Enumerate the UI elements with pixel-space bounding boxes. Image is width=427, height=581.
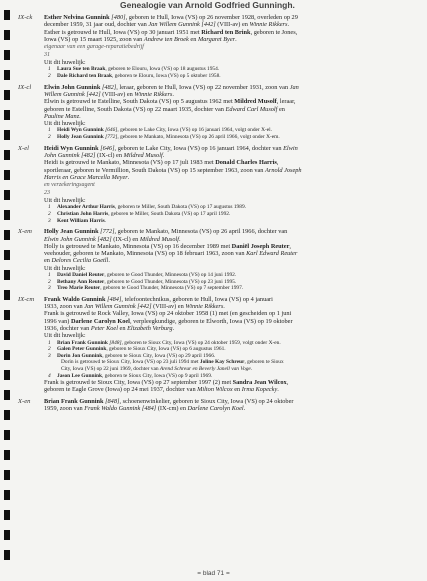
binding-hole [4,190,10,200]
entry-text: , geboren te Elouru, Iowa (VS) op 5 oktober 1958. [111,73,221,80]
entry-text: , [286,379,289,387]
person-name: Richard ten Brink [201,28,251,36]
person-name: Treo Marie Reuter [57,285,101,292]
entry-text: , [289,242,291,250]
binding-hole [4,470,10,480]
entry-line [44,325,418,332]
reference-text: Milton Wilcox [197,386,233,394]
entry-line [44,243,418,250]
person-name: Christian John Harris [57,211,109,218]
entry-text: , geboren te Jones, [250,28,298,36]
reference-text: Willem Gunnink [442] [44,90,101,98]
child-item [48,346,418,353]
entry-text: (IX-cl) en [95,151,124,159]
entry-text: . [108,257,110,265]
page-header: Genealogie van Arnold Godfried Gunningh. [120,0,295,10]
person-name: Jason Lee Gunnink [57,372,102,379]
entry-text: en [188,35,198,43]
children-list [44,127,418,140]
reference-text: Frank Waldo Gunnink [484] [84,405,157,412]
child-item [48,272,418,279]
entry-text: (VIII-av) en [151,303,186,311]
reference-text: Winnie Rikkers [249,21,288,29]
reference-text: [482] [101,83,117,91]
binding-hole [4,390,10,400]
entry-line [44,250,418,257]
reference-text: Elizabeth Verburg [127,324,173,332]
person-name: Joline Kay Schreur [199,359,245,366]
person-name: Heidi Wyn Gunnink [44,144,99,152]
binding-hole [4,250,10,260]
child-number: 1 [48,66,51,73]
entry-line [44,159,418,166]
generation-code: X-en [18,397,31,405]
reference-text: Karl Edward Reuter [246,250,298,258]
entry-text: , leraar, [276,98,296,106]
entry-text: 1936, dochter van [44,324,91,332]
entry-line [44,98,418,105]
entry-text: Uit dit huwelijk: [44,59,86,67]
child-item [48,366,418,373]
person-name: Alexander Arthur Harris [57,204,115,211]
generation-code: X-el [18,144,29,152]
reference-text: Mildred Musolf [123,151,163,159]
person-name: Elwin John Gunnink [44,83,101,91]
entry-text: . [162,151,165,159]
entry-line [44,152,418,159]
entry-text: en [44,257,52,265]
generation-code: IX-cl [18,83,32,91]
entry-text: . [127,173,130,181]
reference-text: Pauline Manz [44,112,80,120]
entry-line [44,318,418,325]
reference-text: [848] [109,339,122,346]
child-number: 1 [48,339,51,346]
entry-line [44,174,418,181]
entry-line [44,189,418,197]
entry-text: , geboren te Sioux City, Iowa (VS) op 6 augustus 1961. [106,346,226,353]
binding-hole [4,130,10,140]
reference-text: Arnold Joseph [265,166,302,174]
entry-text: (VIII-av) en [100,90,135,98]
binding-hole [4,450,10,460]
entry-text: Uit dit huwelijk: [44,120,86,128]
entry-text: en [117,324,128,332]
entry-text: , geboren te Mankato, Minnesota (VS) op 26 april 1966, volgt onder X-em. [117,134,280,141]
reference-text: [772] [100,228,115,236]
child-number: 4 [48,372,51,379]
child-item [48,73,418,80]
entry-text: Heidi is getrouwd te Mankato, Minnesota (VS) op 17 juli 1983 met [44,159,216,167]
person-name: Mildred Musolf [234,98,277,106]
entry-text: geboren te Eagle Grove (Iowa) op 24 mei 1937, dochter van [44,386,198,394]
genealogy-entry [18,228,418,292]
reference-text: Jan Willem Gunnink [442] [84,303,152,311]
person-name: Dale Richard ten Braak [57,73,112,80]
entry-text: City, Iowa (VS) op 22 juni 1969, dochter van [61,365,160,372]
child-item [48,211,418,218]
entry-line [44,91,418,98]
handwritten-note: 23 [44,190,50,197]
reference-text: Irma Kopecky [241,386,278,394]
reference-text: [646] [100,144,115,152]
genealogy-content [18,14,418,416]
children-list [44,204,418,224]
reference-text: Arend Schreur en Beverly Janell van Voge [159,365,251,372]
entry-text: , telefoontechnikus, geboren te Hull, Iowa (VS) op 4 januari [121,295,273,303]
binding-hole [4,170,10,180]
child-number: 2 [48,278,51,285]
entry-text: 1959, zoon van [44,405,85,412]
entry-line [44,310,418,317]
reference-text: John Gunnink [482] [44,151,96,159]
genealogy-entry [18,296,418,394]
entry-text: december 1959, 31 jaar oud, dochter van [44,21,149,29]
person-name: Bethany Ann Reuter [57,278,105,285]
reference-text: Jan Willem Gunnink [442] [148,21,216,29]
entry-text: , geboren te Mankato, Minnesota (VS) op 26 april 1966, dochter van [114,228,288,236]
entry-text: . [287,21,290,29]
entry-text: 1933, zoon van [44,303,85,311]
binding-hole [4,50,10,60]
reference-text: Peter Koel [90,324,118,332]
binding-hole [4,290,10,300]
binding-hole [4,430,10,440]
child-number: 1 [48,127,51,134]
person-name: Donald Charles Harris [215,159,277,167]
entry-line [44,296,418,303]
reference-text: Harris en Grace Marcella Meyer [44,173,128,181]
entry-text: Holly is getrouwd te Mankato, Minnesota (VS) op 16 december 1989 met [44,242,232,250]
entry-text: . [172,90,174,98]
page-footer: = blad 71 = [197,570,230,577]
entry-line [44,303,418,310]
handwritten-note: en verzekeringsagent [44,182,95,189]
entry-text: . [235,35,237,43]
genealogy-entry [18,145,418,225]
entry-line [44,36,418,43]
reference-text: Winnie Rikkers [185,303,224,311]
entry-line [44,386,418,393]
entry-line [44,236,418,243]
entry-text: Esther is getrouwd te Hull, Iowa (VS) op 30 januari 1951 met [44,28,202,36]
entry-text: , geboren te Sioux City, Iowa (VS) op 24 oktober 1959, volgt onder X-en. [121,339,281,346]
entry-text: . [178,235,181,243]
entry-text: , geboren te Miller, South Dakota (VS) op 17 april 1992. [108,211,231,218]
entry-text: , geboren te Hull, Iowa (VS) op 26 november 1928, overleden op 29 [125,14,298,21]
generation-code: IX-ck [18,14,33,21]
entry-line [44,106,418,113]
person-name: Brian Frank Gunnink [57,339,108,346]
child-item [48,373,418,380]
entry-text: (VIII-av) en [215,21,250,29]
reference-text: Elwin [283,144,298,152]
child-number: 2 [48,134,51,141]
entry-text: Uit dit huwelijk: [44,332,86,340]
entry-text: Frank is getrouwd te Rock Valley, Iowa (VS) op 24 oktober 1958 (1) met (en gescheiden op 1 juni [44,310,292,318]
entry-text: Uit dit huwelijk: [44,197,86,205]
entry-text: . [79,112,81,120]
person-name: Brian Frank Gunnink [44,397,104,405]
entry-text: , geboren te Sioux City, Iowa (VS) op 29 april 1966. [102,352,216,359]
entry-line [44,14,418,21]
binding-hole [4,550,10,560]
entry-text: Dorin is getrouwd te Sioux City, Iowa (VS) op 23 juli 1994 met [61,359,200,366]
entry-line [44,257,418,264]
entry-text: , leraar, geboren te Hull, Iowa (VS) op 22 november 1931, zoon van [116,83,290,91]
child-number: 2 [48,73,51,80]
binding-hole [4,490,10,500]
children-list [44,66,418,79]
entry-text: . [250,365,253,372]
entry-text: Iowa (VS) op 15 maart 1925, zoon van [44,35,144,43]
children-list [44,272,418,292]
reference-text: Darlene Carolyn Koel [187,405,244,412]
person-name: Darlene Carolyn Koel [70,317,130,325]
person-name: Frank Waldo Gunnink [44,295,106,303]
binding-hole [4,70,10,80]
entry-text: , geboren te Good Thunder, Minnesota (VS) op 14 juni 1992. [104,271,237,278]
reference-text: Mildred Musolf [139,235,179,243]
binding-hole [4,150,10,160]
entry-text: . [243,405,246,412]
binding-hole [4,210,10,220]
child-item [48,218,418,225]
entry-line [44,228,418,235]
reference-text: Delores Cecilia Goetll [51,257,109,265]
genealogy-entry [18,14,418,80]
entry-text: Frank is getrouwd te Sioux City, Iowa (VS) op 27 september 1997 (2) met [44,379,233,387]
binding-hole [4,330,10,340]
entry-text: (IX-cm) en [156,405,188,412]
entry-line [44,84,418,91]
binding-hole [4,410,10,420]
binding-hole [4,90,10,100]
binding-hole [4,350,10,360]
binding-hole [4,30,10,40]
entry-line [44,405,418,412]
reference-text: [484] [107,295,122,303]
person-name: Heidi Wyn Gunnink [57,127,104,134]
reference-text: [646] [105,127,118,134]
person-name: Holly Jean Gunnink [57,134,104,141]
reference-text: Jan [289,83,299,91]
person-name: Sandra Jean Wilcox [232,379,287,387]
binding-hole [4,110,10,120]
generation-code: X-em [18,228,32,236]
entry-line [44,113,418,120]
entry-text: , geboren te Sioux City, Iowa (VS) op 9 april 1969. [101,372,213,379]
entry-text: 1996 van) [44,317,71,325]
child-item [48,285,418,292]
entry-line [44,265,418,272]
entry-text: , verpleegkundige, geboren te Elworth, Iowa (VS) op 19 oktober [129,317,293,325]
binding-hole [4,10,10,20]
children-list [44,340,418,380]
entry-line [44,398,418,405]
genealogy-entry [18,84,418,141]
person-name: Dorin Jon Gunnink [57,352,103,359]
reference-text: [772] [105,134,118,141]
entry-line [44,145,418,152]
child-number: 1 [48,204,51,211]
entry-text: , geboren te Good Thunder, Minnesota (VS) op 7 september 1997. [100,285,244,292]
reference-text: Elwin John Gunnink [482] [44,235,112,243]
child-number: 3 [48,285,51,292]
entry-text: (IX-cl) en [111,235,140,243]
entry-text: , geboren te Good Thunder, Minnesota (VS) op 23 juni 1995. [104,278,237,285]
person-name: Laura Sue ten Braak [57,66,106,73]
entry-text: . [172,324,175,332]
entry-text: , geboren te Miller, South Dakota (VS) op 17 augustus 1989. [114,204,246,211]
entry-line [44,43,418,51]
entry-text: , [276,159,279,167]
entry-line [44,21,418,28]
entry-line [44,332,418,339]
child-number: 2 [48,346,51,353]
reference-text: Margaret Byer [197,35,236,43]
child-number: 3 [48,217,51,224]
reference-text: Winnie Rikkers [134,90,173,98]
generation-code: IX-cm [18,295,35,303]
entry-text: , geboren te Elouru, Iowa (VS) op 18 augustus 1954. [105,66,220,73]
genealogy-entry [18,398,418,413]
person-name: Galen Peter Gunnink [57,346,107,353]
entry-text: veehouder, geboren te Mankato, Minnesota (VS) op 18 februari 1963, zoon van [44,250,247,258]
person-name: Esther Nelvina Gunnink [44,14,110,21]
binding-holes [4,10,10,570]
child-number: 2 [48,211,51,218]
entry-text: sportleraar, geboren te Vermillion, South Dakota (VS) op 15 september 1963, zoon van [44,166,266,174]
entry-text: , geboren te Lake City, Iowa (VS) op 16 januari 1964, volgt onder X-el. [117,127,272,134]
reference-text: Edward Carl Musolf [225,105,278,113]
person-name: Kent William Harris [57,217,105,224]
entry-text: , geboren te Sioux [244,359,284,366]
binding-hole [4,370,10,380]
entry-line [44,29,418,36]
handwritten-note: eigenaar van een garage-reparatiebedrijf [44,44,144,51]
child-item [48,359,418,366]
person-name: David Daniel Reuter [57,271,105,278]
entry-text: Uit dit huwelijk: [44,264,86,272]
entry-line [44,379,418,386]
reference-text: [848] [105,397,120,405]
reference-text: [480] [111,14,126,21]
binding-hole [4,310,10,320]
entry-text: geboren te Estelline, South Dakota (VS) op 22 maart 1935, dochter van [44,105,226,113]
child-number: 3 [48,352,51,359]
binding-hole [4,510,10,520]
entry-line [44,181,418,189]
entry-line [44,51,418,59]
entry-text: , schoenenwinkelier, geboren te Sioux City, Iowa (VS) op 24 oktober [119,397,294,405]
binding-hole [4,530,10,540]
binding-hole [4,270,10,280]
child-item [48,134,418,141]
handwritten-note: 31 [44,52,50,59]
entry-text: Elwin is getrouwd te Estelline, South Dakota (VS) op 5 augustus 1962 met [44,98,235,106]
entry-line [44,167,418,174]
person-name: Daniël Joseph Reuter [231,242,290,250]
entry-text: en [232,386,242,394]
entry-text: en [277,105,285,113]
entry-text: , geboren te Lake City, Iowa (VS) op 16 januari 1964, dochter van [114,144,284,152]
child-number: 1 [48,271,51,278]
person-name: Holly Jean Gunnink [44,228,99,236]
entry-text: . [223,303,225,311]
binding-hole [4,230,10,240]
entry-text: . [277,386,279,394]
entry-text: . [104,217,107,224]
reference-text: Andrew ten Broek [143,35,189,43]
